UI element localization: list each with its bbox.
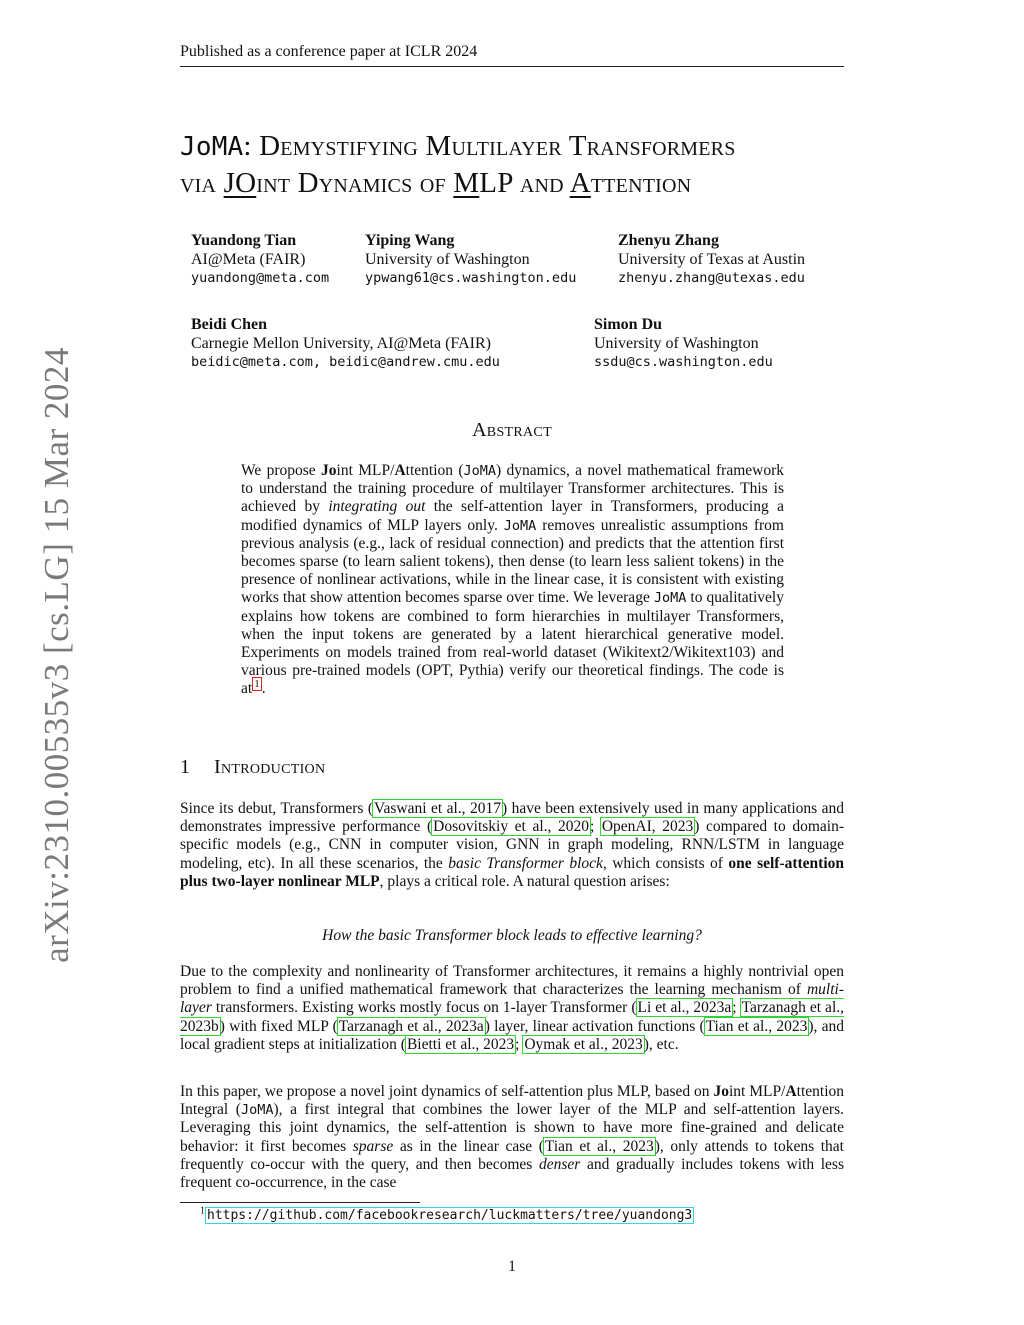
title-line-2 (180, 165, 900, 201)
text-seg: removes unrealistic assumptions from previous analysis (e.g., lack of residual connection) and predicts that the attention first becomes sparse (to learn salient tokens), then dense (to learn less salient tokens) in the presence of nonlinear activations, while in the linear case, it is consistent with existing works that show attention becomes sparse over time. We leverage (241, 516, 784, 607)
citation-link[interactable]: Li et al., 2023a (637, 999, 732, 1017)
header-rule (180, 66, 844, 67)
text-seg: ), a first integral that combines the lower layer of the MLP and self-attention layers. Leveraging this joint dynamics, the self-attention is shown to have more fine-grained and delicate behavior: it first becomes (180, 1101, 844, 1155)
author-block (191, 316, 500, 372)
citation-link[interactable]: Tian et al., 2023 (705, 1017, 808, 1035)
author-email[interactable]: ypwang61@cs.washington.edu (365, 270, 577, 286)
citation-link[interactable]: Dosovitskiy et al., 2020 (433, 818, 589, 836)
title-underline-m: M (453, 167, 480, 199)
citation-link[interactable]: OpenAI, 2023 (601, 818, 694, 836)
title-seg: ttention (590, 167, 692, 199)
author-block (365, 232, 576, 288)
author-block (618, 232, 805, 288)
text-seg: , which consists of (602, 854, 729, 872)
text-seg: In this paper, we propose a novel joint dynamics of self-attention plus MLP, based on (180, 1083, 714, 1100)
author-email[interactable]: ssdu@cs.washington.edu (594, 354, 773, 370)
text-seg: ), etc. (643, 1035, 679, 1053)
section-number: 1 (180, 756, 191, 778)
footnote-link-marker[interactable]: 1 (254, 678, 260, 691)
joma-mono: JoMA (653, 590, 687, 607)
joma-mono: JoMA (503, 517, 537, 534)
intro-paragraph-2 (180, 963, 844, 1054)
page-number: 1 (508, 1258, 516, 1275)
text-seg-bold: Jo (321, 462, 337, 479)
author-name: Yiping Wang (365, 232, 455, 249)
intro-paragraph-1 (180, 800, 844, 891)
title-seg: int Dynamics of (256, 167, 454, 199)
author-affiliation: University of Washington (365, 250, 530, 268)
text-seg: , plays a critical role. A natural question arises: (379, 872, 670, 890)
text-seg: ) dynamics, a novel mathematical framework to understand the training procedure of multilayer Transformer architectures. This is achieved by (241, 462, 784, 516)
title-seg: LP and (479, 167, 570, 199)
text-seg: We propose (241, 462, 322, 479)
text-seg-italic: basic Transformer block (448, 854, 603, 872)
text-seg: Due to the complexity and nonlinearity of Transformer architectures, it remains a highly nontrivial open problem to find a unified mathematical framework that characterizes the learning mechanism of (180, 963, 844, 999)
author-affiliation: Carnegie Mellon University, AI@Meta (FAIR) (191, 334, 492, 352)
text-seg: and gradually includes tokens with less frequent co-occurrence, in the case (180, 1155, 844, 1192)
author-name: Simon Du (594, 316, 663, 333)
author-affiliation: University of Washington (594, 334, 759, 352)
text-seg: to qualitatively explains how tokens are combined to form hierarchies in multilayer Transformers, when the input tokens are generated by a latent hierarchical generative model. Experiments on models trained from real-world dataset (Wikitext2/Wikitext103) and various pre-trained models (OPT, Pythia) verify our theoretical findings. The code is at (241, 589, 784, 698)
text-seg: as in the linear case ( (393, 1137, 544, 1155)
author-block (594, 316, 773, 372)
text-seg-bold: one self-attention plus two-layer nonlinear MLP (180, 854, 845, 890)
title-line-1 (180, 128, 900, 165)
running-header (180, 40, 844, 67)
text-seg: ; (589, 818, 601, 836)
author-email[interactable]: beidic@meta.com, beidic@andrew.cmu.edu (191, 354, 500, 370)
title-joma: JoMA (180, 132, 244, 162)
text-seg: Since its debut, Transformers ( (180, 800, 374, 817)
text-seg: transformers. Existing works mostly focus on 1-layer Transformer ( (211, 999, 637, 1017)
citation-link[interactable]: Vaswani et al., 2017 (374, 800, 501, 817)
text-seg: ttention ( (405, 462, 464, 479)
text-seg: the self-attention layer in Transformers, producing a modified dynamics of MLP layers only. (241, 498, 784, 534)
citation-link[interactable]: Oymak et al., 2023 (524, 1035, 643, 1053)
text-seg: ; (732, 999, 741, 1017)
research-question: How the basic Transformer block leads to effective learning? (322, 927, 702, 944)
text-seg: ttention Integral ( (180, 1083, 844, 1119)
footnote-number: 1 (200, 1205, 205, 1217)
title-underline-jo: JO (223, 167, 257, 199)
title-line1-rest: : Demystifying Multilayer Transformers (243, 130, 736, 162)
paper-title (180, 128, 900, 201)
abstract-body (241, 462, 784, 699)
text-seg: ; (515, 1035, 524, 1053)
title-seg: via (180, 167, 224, 199)
citation-link[interactable]: Bietti et al., 2023 (406, 1035, 515, 1053)
author-affiliation: University of Texas at Austin (618, 250, 806, 268)
text-seg-bold: Jo (713, 1083, 729, 1100)
arxiv-stamp-text[interactable]: arXiv:2310.00535v3 [cs.LG] 15 Mar 2024 (37, 347, 76, 963)
author-name: Beidi Chen (191, 316, 268, 333)
citation-link[interactable]: Tian et al., 2023 (544, 1137, 654, 1155)
text-seg-italic: denser (538, 1155, 581, 1173)
text-seg-italic: integrating out (328, 498, 426, 516)
section-heading (180, 756, 844, 779)
author-block (191, 232, 329, 288)
text-seg: ) with fixed MLP ( (219, 1017, 338, 1035)
text-seg-bold: A (394, 462, 406, 479)
citation-link[interactable]: Tarzanagh et al., 2023b (180, 999, 844, 1035)
author-name: Yuandong Tian (191, 232, 297, 249)
section-title: Introduction (214, 756, 326, 778)
text-seg: ) have been extensively used in many applications and demonstrates impressive performance ( (180, 800, 845, 836)
abstract-heading: Abstract (472, 419, 552, 441)
text-seg: . (261, 680, 266, 698)
text-seg: int MLP/ (728, 1083, 786, 1100)
author-email[interactable]: zhenyu.zhang@utexas.edu (618, 270, 805, 286)
title-underline-a: A (569, 167, 591, 199)
footnote-rule (180, 1202, 420, 1203)
footnote-url-link[interactable]: https://github.com/facebookresearch/luckmatters/tree/yuandong3 (207, 1208, 693, 1223)
header-text: Published as a conference paper at ICLR 2024 (180, 43, 478, 60)
text-seg: ) layer, linear activation functions ( (484, 1017, 705, 1035)
author-affiliation: AI@Meta (FAIR) (191, 250, 306, 268)
text-seg: int MLP/ (336, 462, 395, 479)
citation-link[interactable]: Tarzanagh et al., 2023a (338, 1017, 484, 1035)
footnote (200, 1207, 840, 1225)
joma-mono: JoMA (240, 1102, 274, 1119)
text-seg-bold: A (785, 1083, 797, 1100)
joma-mono: JoMA (463, 463, 497, 479)
text-seg: ), only attends to tokens that frequently co-occur with the query, and then becomes (180, 1137, 844, 1173)
intro-paragraph-3 (180, 1083, 844, 1192)
author-name: Zhenyu Zhang (618, 232, 719, 249)
text-seg-italic: sparse (352, 1137, 394, 1155)
text-seg-italic: multi-layer (180, 981, 844, 1017)
text-seg: ), and local gradient steps at initialization ( (180, 1017, 844, 1053)
text-seg: ) compared to domain-specific models (e.g., CNN in computer vision, GNN in graph modeling, RNN/LSTM in language modeling, etc). In all these scenarios, the (180, 818, 844, 872)
author-email[interactable]: yuandong@meta.com (191, 270, 330, 286)
